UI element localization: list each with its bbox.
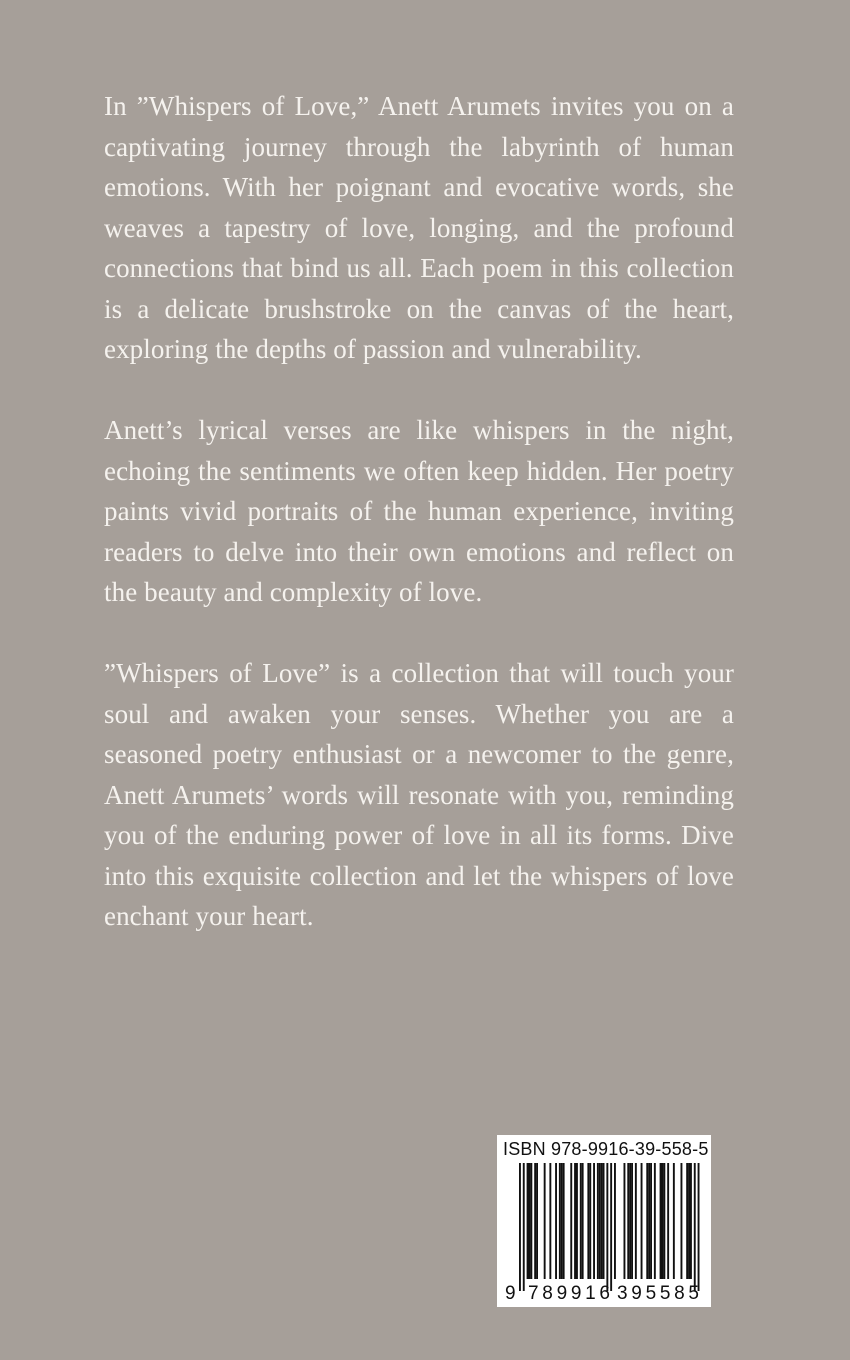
barcode-bar (593, 1163, 595, 1279)
barcode-bar (576, 1163, 578, 1279)
barcode-bar (650, 1163, 652, 1279)
barcode-bar (574, 1163, 576, 1279)
barcode-bar (635, 1163, 637, 1279)
barcode-digits-right: 395585 (617, 1283, 699, 1303)
barcode-bars (519, 1163, 700, 1291)
barcode-bar (559, 1163, 561, 1279)
barcode-bar (544, 1163, 546, 1279)
barcode-bar (599, 1163, 601, 1279)
barcode-bar (629, 1163, 631, 1279)
barcode-bar (654, 1163, 656, 1279)
blurb-paragraph-3: ”Whispers of Love” is a collection that will touch your soul and awaken your senses. Whether you are a seasoned poetry enthusiast or a newcomer to the genre, Anett Arumets’ words will resonate with you, reminding you of the enduring power of love in all its forms. Dive into this exquisite collection and let the whispers of love enchant your heart. (104, 658, 734, 931)
isbn-label: ISBN 978-9916-39-558-5 (503, 1139, 709, 1159)
blurb-paragraph-2: Anett’s lyrical verses are like whispers in the night, echoing the sentiments we often keep hidden. Her poetry paints vivid portraits of the human experience, inviting readers to delve into their own emotions and reflect on the beauty and complexity of love. (104, 415, 734, 607)
barcode-bar (582, 1163, 584, 1279)
barcode-bar (631, 1163, 633, 1279)
barcode-bar (563, 1163, 565, 1279)
barcode-bar (673, 1163, 675, 1279)
barcode-digits-left: 789916 (528, 1283, 610, 1303)
barcode-bar (667, 1163, 669, 1279)
barcode-bar (662, 1163, 664, 1279)
barcode-bar (589, 1163, 591, 1279)
barcode-bar (603, 1163, 605, 1279)
barcode-bar (597, 1163, 599, 1279)
barcode-bar (587, 1163, 589, 1279)
barcode-bar (690, 1163, 692, 1279)
barcode-bar (681, 1163, 683, 1279)
blurb-paragraph-1: In ”Whispers of Love,” Anett Arumets invites you on a captivating journey through the labyrinth of human emotions. With her poignant and evocative words, she weaves a tapestry of love, longing, and the profound connections that bind us all. Each poem in this collection is a delicate brushstroke on the canvas of the heart, exploring the depths of passion and vulnerability. (104, 91, 734, 364)
barcode-bar (529, 1163, 531, 1279)
barcode-bar (523, 1163, 525, 1291)
barcode-bar (601, 1163, 603, 1279)
barcode-bar (610, 1163, 612, 1291)
barcode-bar (648, 1163, 650, 1279)
barcode-bar (536, 1163, 538, 1279)
barcode-bar (527, 1163, 529, 1279)
blurb (104, 86, 734, 977)
barcode-bar (624, 1163, 626, 1279)
barcode-bar (519, 1163, 521, 1291)
barcode-bar (606, 1163, 608, 1291)
barcode-bar (686, 1163, 688, 1279)
barcode-bar (555, 1163, 557, 1279)
barcode-bar (561, 1163, 563, 1279)
barcode-digit-first: 9 (505, 1283, 516, 1303)
barcode-bar (698, 1163, 700, 1291)
barcode-bar (694, 1163, 696, 1291)
barcode-bar (663, 1163, 665, 1279)
barcode-bar (688, 1163, 690, 1279)
barcode-bar (570, 1163, 572, 1279)
isbn-barcode (497, 1135, 711, 1307)
barcode-bar (660, 1163, 662, 1279)
barcode-bar (549, 1163, 551, 1279)
barcode-bar (646, 1163, 648, 1279)
barcode-bar (614, 1163, 616, 1279)
barcode-bar (580, 1163, 582, 1279)
barcode-graphic (503, 1163, 707, 1303)
barcode-bar (534, 1163, 536, 1279)
barcode-bar (627, 1163, 629, 1279)
barcode-bar (530, 1163, 532, 1279)
barcode-bar (641, 1163, 643, 1279)
